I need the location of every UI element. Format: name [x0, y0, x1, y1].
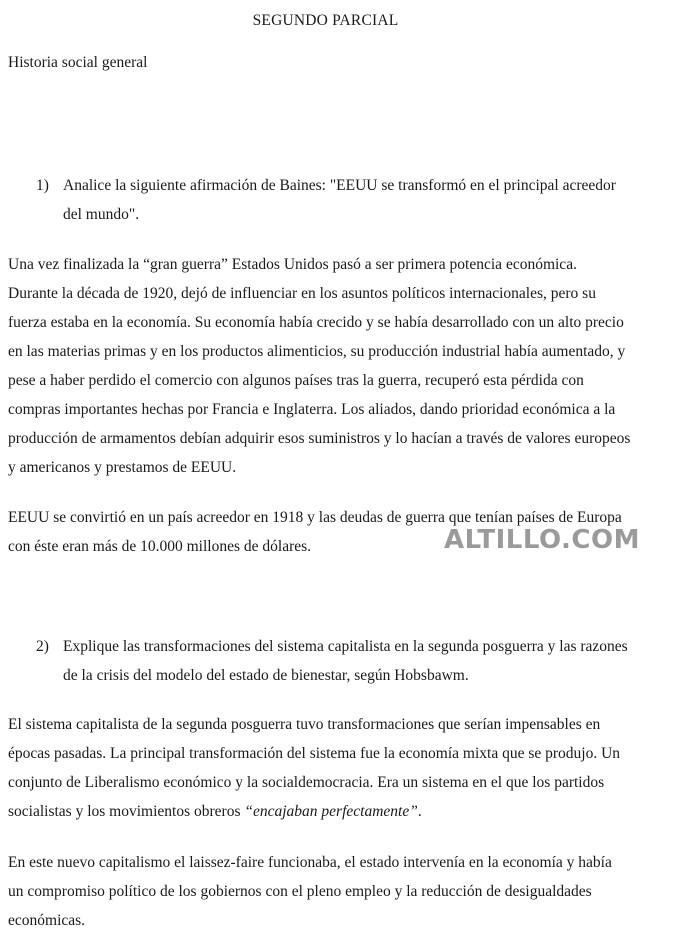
question-line: Explique las transformaciones del sistema capitalista en la segunda posguerra y las razones — [63, 638, 628, 655]
paragraph-line: Una vez finalizada la “gran guerra” Estados Unidos pasó a ser primera potencia económica. — [8, 256, 577, 273]
paragraph-line: Durante la década de 1920, dejó de influenciar en los asuntos políticos internacionales, pero su — [8, 285, 596, 302]
question-2 — [36, 632, 676, 690]
paragraph-line — [8, 797, 684, 826]
paragraph-line: en las materias primas y en los productos alimenticios, su producción industrial había aumentado, y — [8, 343, 626, 360]
paragraph-line: y americanos y prestamos de EEUU. — [8, 459, 237, 476]
answer-2-paragraph-2 — [8, 848, 684, 935]
paragraph-line: EEUU se convirtió en un país acreedor en 1918 y las deudas de guerra que tenían países de Europa — [8, 509, 622, 526]
subject-name: Historia social general — [8, 54, 148, 71]
paragraph-line: fuerza estaba en la economía. Su economía había crecido y se había desarrollado con un alto precio — [8, 314, 624, 331]
paragraph-line: conjunto de Liberalismo económico y la socialdemocracia. Era un sistema en el que los partidos — [8, 774, 605, 791]
question-number: 2) — [36, 638, 49, 655]
document-title: SEGUNDO PARCIAL — [252, 12, 399, 29]
paragraph-line: un compromiso político de los gobiernos con el pleno empleo y la reducción de desigualdades — [8, 883, 592, 900]
line-end: . — [417, 803, 422, 820]
answer-1-paragraph-1 — [8, 250, 684, 482]
paragraph-line: con éste eran más de 10.000 millones de dólares. — [8, 538, 312, 555]
question-line: del mundo". — [63, 206, 140, 223]
paragraph-line: El sistema capitalista de la segunda posguerra tuvo transformaciones que serían impensables en — [8, 716, 601, 733]
question-text — [63, 171, 676, 229]
paragraph-line: En este nuevo capitalismo el laissez-faire funcionaba, el estado intervenía en la economía y había — [8, 854, 612, 871]
question-line: de la crisis del modelo del estado de bienestar, según Hobsbawm. — [63, 667, 469, 684]
watermark-logo: ALTILLO.COM — [444, 525, 640, 555]
answer-2-paragraph-1 — [8, 710, 684, 826]
question-number: 1) — [36, 177, 49, 194]
paragraph-line: económicas. — [8, 912, 86, 929]
paragraph-line: compras importantes hechas por Francia e Inglaterra. Los aliados, dando prioridad económica a la — [8, 401, 616, 418]
paragraph-line: pese a haber perdido el comercio con algunos países tras la guerra, recuperó esta pérdida con — [8, 372, 584, 389]
paragraph-line: producción de armamentos debían adquirir esos suministros y lo hacían a través de valores europeos — [8, 430, 631, 447]
quoted-phrase: “encajaban perfectamente” — [244, 803, 418, 820]
question-line: Analice la siguiente afirmación de Baines: "EEUU se transformó en el principal acreedor — [63, 177, 616, 194]
question-1 — [36, 171, 676, 229]
question-text — [63, 632, 676, 690]
line-text: socialistas y los movimientos obreros — [8, 803, 245, 820]
paragraph-line: épocas pasadas. La principal transformación del sistema fue la economía mixta que se produjo. Un — [8, 745, 621, 762]
